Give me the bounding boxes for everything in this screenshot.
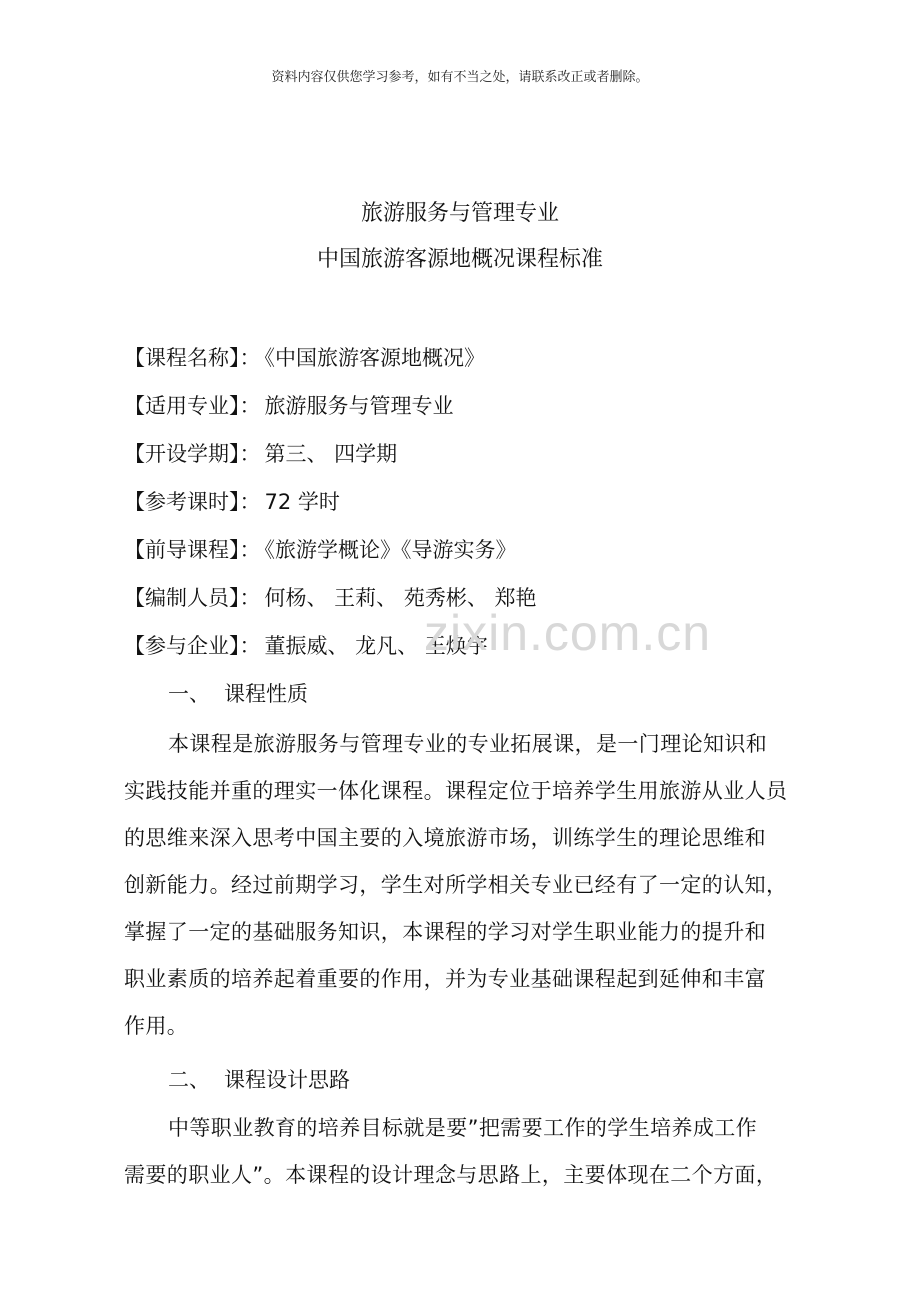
meta-label: 【参与企业】： — [124, 634, 261, 658]
section-heading-1 — [168, 678, 308, 708]
meta-label: 【参考课时】： — [124, 490, 261, 514]
meta-label: 【适用专业】： — [124, 394, 261, 418]
paragraph-line: 创新能力。经过前期学习，学生对所学相关专业已经有了一定的认知， — [124, 873, 788, 897]
document-title: 旅游服务与管理专业 — [360, 201, 559, 226]
paragraph-line: 作用。 — [124, 1014, 189, 1038]
meta-value: 《中国旅游客源地概况》 — [264, 346, 485, 370]
paragraph-line: 掌握了一定的基础服务知识，本课程的学习对学生职业能力的提升和 — [124, 920, 766, 944]
section-heading-2 — [168, 1064, 350, 1094]
meta-value: 何杨、 王莉、 苑秀彬、 郑艳 — [264, 586, 537, 610]
disclaimer-header: 资料内容仅供您学习参考，如有不当之处，请联系改正或者删除。 — [271, 70, 649, 85]
meta-prerequisites — [124, 534, 517, 564]
meta-value: 72 学时 — [264, 490, 340, 514]
document-subtitle: 中国旅游客源地概况课程标准 — [316, 247, 603, 272]
meta-label: 【编制人员】： — [124, 586, 261, 610]
meta-hours — [124, 486, 340, 516]
meta-label: 【开设学期】： — [124, 442, 261, 466]
meta-value: 董振威、 龙凡、 王焕宇 — [264, 634, 488, 658]
section-number: 二、 — [168, 1068, 210, 1092]
paragraph-line: 需要的职业人”。本课程的设计理念与思路上，主要体现在二个方面， — [124, 1163, 778, 1187]
meta-course-name — [124, 342, 485, 372]
paragraph-line: 中等职业教育的培养目标就是要”把需要工作的学生培养成工作 — [168, 1116, 758, 1140]
meta-value: 《旅游学概论》《导游实务》 — [264, 538, 517, 562]
paragraph-line: 实践技能并重的理实一体化课程。课程定位于培养学生用旅游从业人员 — [124, 779, 788, 803]
section-title: 课程设计思路 — [224, 1068, 350, 1092]
meta-label: 【前导课程】： — [124, 538, 261, 562]
section-number: 一、 — [168, 682, 210, 706]
meta-semester — [124, 438, 397, 468]
section-title: 课程性质 — [224, 682, 308, 706]
watermark: zixin.com.cn — [424, 605, 712, 661]
paragraph-line: 职业素质的培养起着重要的作用，并为专业基础课程起到延伸和丰富 — [124, 967, 766, 991]
meta-value: 第三、 四学期 — [264, 442, 398, 466]
meta-value: 旅游服务与管理专业 — [264, 394, 454, 418]
paragraph-line: 本课程是旅游服务与管理专业的专业拓展课，是一门理论知识和 — [168, 732, 768, 756]
meta-major — [124, 390, 454, 420]
meta-label: 【课程名称】： — [124, 346, 261, 370]
paragraph-line: 的思维来深入思考中国主要的入境旅游市场，训练学生的理论思维和 — [124, 826, 766, 850]
